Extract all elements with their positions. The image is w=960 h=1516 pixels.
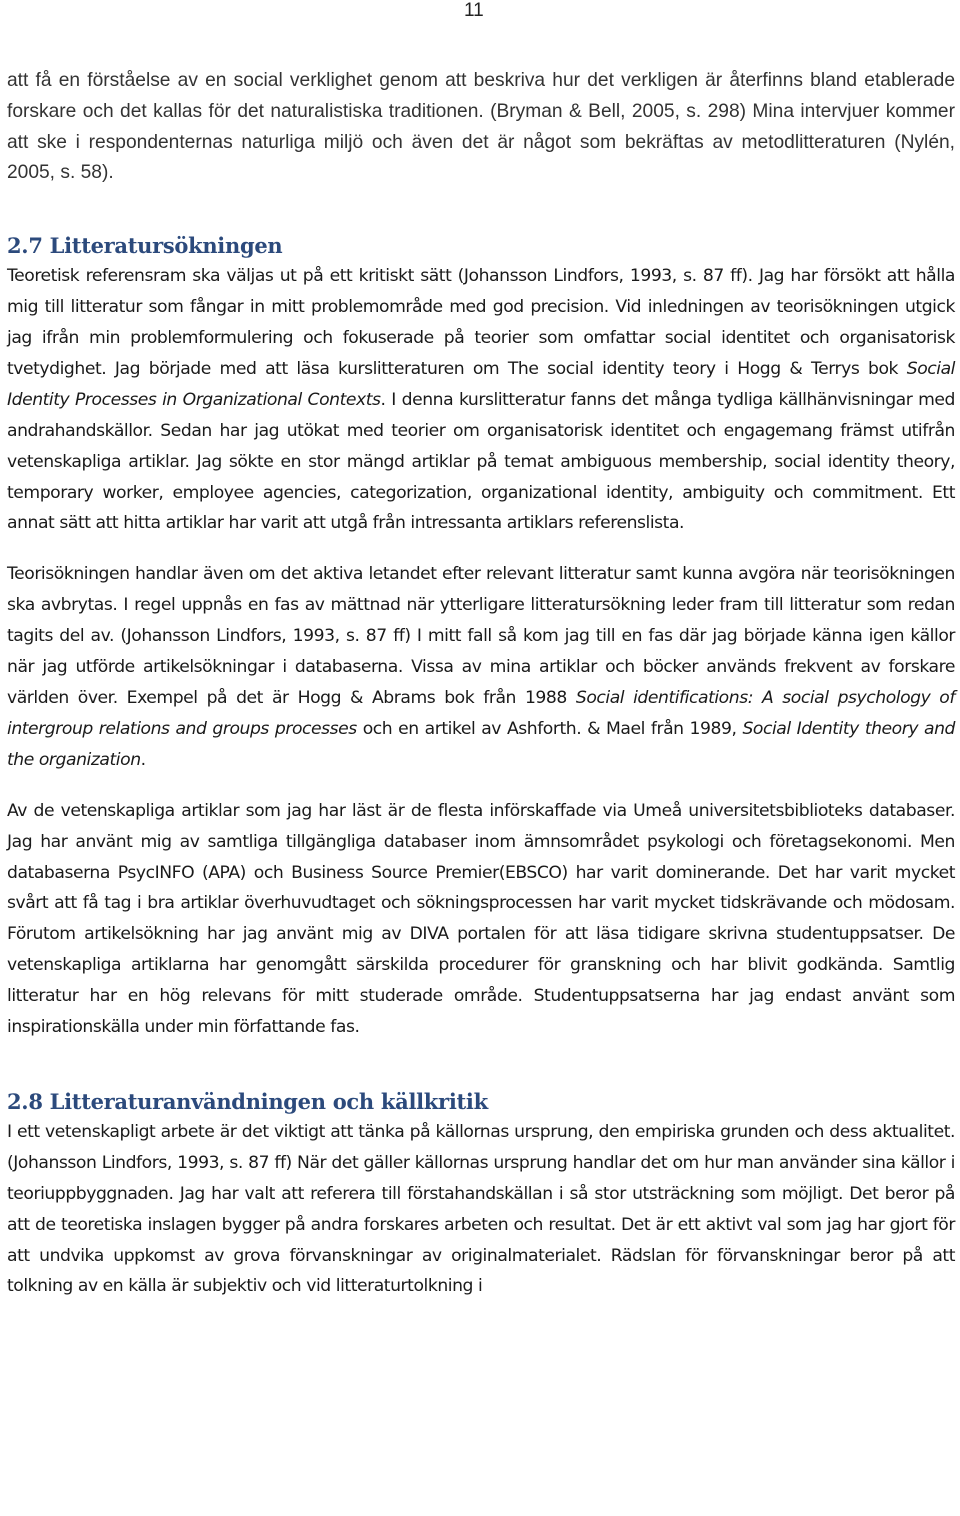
book-title: Social Identity Processes in Organizational Contexts (7, 358, 955, 410)
paragraph-text: . I denna kurslitteratur fanns det många tydliga källhänvisningar med andrahandskällor. Sedan har jag utökat med teorier om organisatorisk identitet och engagemang främst utifrån vetenskapliga artiklar. Jag sökte en stor mängd artiklar på temat ambiguous membership, social identity theory, temporary worker, employee agencies, categorization, organizational identity, ambiguity och commitment. Ett annat sätt att hitta artiklar har varit att utgå från intressanta artiklars referenslista. (7, 389, 955, 534)
book-title: Social identifications: A social psychology of intergroup relations and groups processes (7, 687, 955, 739)
paragraph-2-7-1 (7, 261, 955, 539)
page-number: 11 (464, 0, 484, 21)
intro-paragraph: att få en förståelse av en social verklighet genom att beskriva hur det verkligen är återfinns bland etablerade forskare och det kallas för det naturalistiska traditionen. (Bryman & Bell, 2005, s. 298) Mina intervjuer kommer att ske i respondenternas naturliga miljö och även det är något som bekräftas av metodlitteraturen (Nylén, 2005, s. 58). (7, 70, 955, 184)
section-heading-2-7: 2.7 Litteratursökningen (7, 233, 283, 259)
paragraph-text: och en artikel av Ashforth. & Mael från 1989, (356, 718, 743, 739)
paragraph-text: Teorisökningen handlar även om det aktiva letandet efter relevant litteratur samt kunna avgöra när teorisökningen ska avbrytas. I regel uppnås en fas av mättnad när ytterligare litteratursökning leder fram till litteratur som redan tagits del av. (Johansson Lindfors, 1993, s. 87 ff) I mitt fall så kom jag till en fas där jag började känna igen källor när jag utförde artikelsökningar i databaserna. Vissa av mina artiklar och böcker används frekvent av forskare världen över. Exempel på det är Hogg & Abrams bok från 1988 (7, 564, 955, 708)
section-heading-2-8: 2.8 Litteraturanvändningen och källkritik (7, 1088, 488, 1114)
paragraph-2-7-3: Av de vetenskapliga artiklar som jag har läst är de flesta införskaffade via Umeå universitetsbiblioteks databaser. Jag har använt mig av samtliga tillgängliga databaser inom ämnsområdet psykologi och företagsekonomi. Men databaserna PsycINFO (APA) och Business Source Premier(EBSCO) har varit dominerande. Det har varit mycket svårt att få tag i bra artiklar överhuvudtaget och sökningsprocessen har varit mycket tidskrävande och mödosam. Förutom artikelsökning har jag använt mig av DIVA portalen för att läsa tidigare skrivna studentuppsatser. De vetenskapliga artiklarna har genomgått särskilda procedurer för granskning och har blivit godkända. Samtlig litteratur har en hög relevans för mitt studerade område. Studentuppsatserna har jag endast använt som inspirationskälla under min författande fas. (7, 800, 955, 1038)
paragraph-2-8-1: I ett vetenskapligt arbete är det viktigt att tänka på källornas ursprung, den empiriska grunden och dess aktualitet. (Johansson Lindfors, 1993, s. 87 ff) När det gäller källornas ursprung handlar det om hur man använder sina källor i teoriuppbyggnaden. Jag har valt att referera till förstahandskällan i så stor utsträckning som möjligt. Det beror på att de teoretiska inslagen bygger på andra forskares arbeten och resultat. Det är ett aktivt val som jag har gjort för att undvika uppkomst av grova förvanskningar av originalmaterialet. Rädslan för förvanskningar beror på att tolkning av en källa är subjektiv och vid litteraturtolkning i (7, 1121, 955, 1297)
article-title: Social Identity theory and the organization (7, 718, 955, 770)
paragraph-text: . (140, 749, 146, 770)
paragraph-text: Teoretisk referensram ska väljas ut på ett kritiskt sätt (Johansson Lindfors, 1993, s. 87 ff). Jag har försökt att hålla mig till litteratur som fångar in mitt problemområde med god precision. Vid inledningen av teorisökningen utgick jag ifrån min problemformulering och fokuserade på teorier som omfattar social identitet och organisatorisk tvetydighet. Jag började med att läsa kurslitteraturen om The social identity teory i Hogg & Terrys bok (7, 266, 955, 379)
page-content (7, 66, 955, 1302)
paragraph-2-7-2 (7, 559, 955, 775)
